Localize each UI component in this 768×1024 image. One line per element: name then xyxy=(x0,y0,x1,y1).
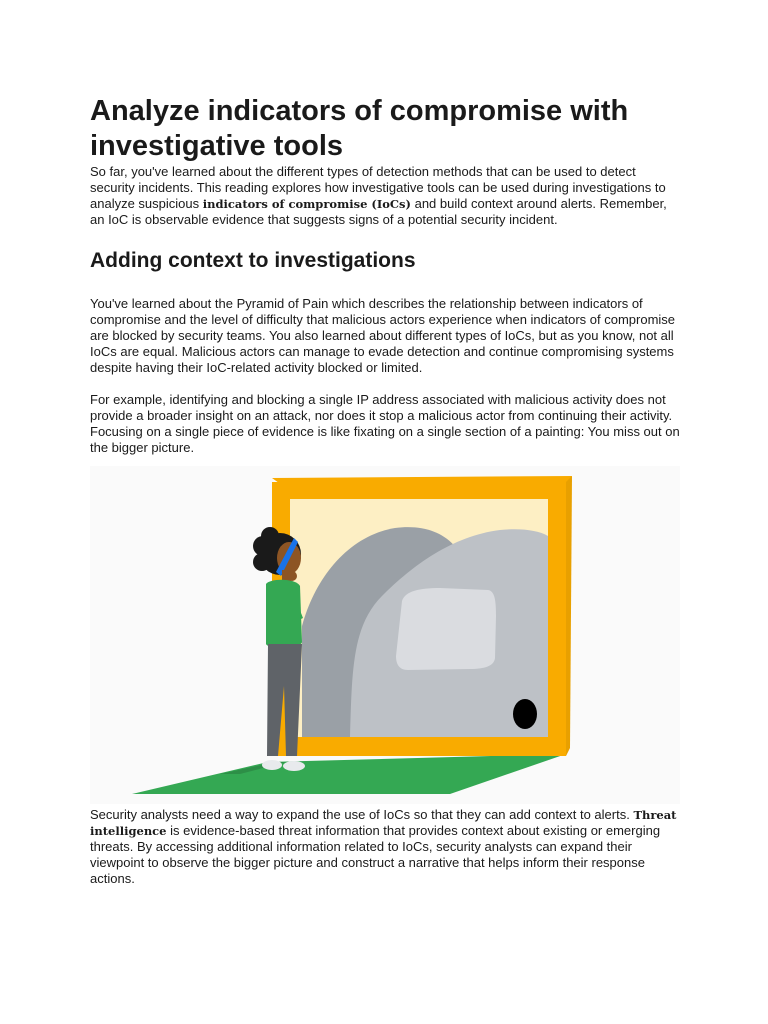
person-hair-curl-2 xyxy=(261,527,279,545)
illustration-svg xyxy=(90,466,682,804)
intro-text-end: and build context around alerts. Remember, an IoC is observable evidence that suggests signs of a potential security incident. xyxy=(90,196,667,227)
painting-illustration xyxy=(90,466,682,804)
pyramid-paragraph: You've learned about the Pyramid of Pain which describes the relationship between indicators of compromise and the level of difficulty that malicious actors experience when indicators of compromise are blocked by security teams. You also learned about different types of IoCs, but as you know, not all IoCs are equal. Malicious actors can manage to evade detection and continue compromising systems despite having their IoC-related activity blocked or limited. xyxy=(90,296,676,375)
intro-paragraph xyxy=(90,164,682,228)
threat-intelligence-term: Threat intelligence xyxy=(90,808,677,838)
threat-text-start: Security analysts need a way to expand the use of IoCs so that they can add context to alerts. xyxy=(90,807,634,822)
page-title: Analyze indicators of compromise with investigative tools xyxy=(90,95,629,162)
section-heading: Adding context to investigations xyxy=(90,249,416,272)
person-shoe-right xyxy=(283,761,305,771)
threat-intelligence-paragraph xyxy=(90,807,682,887)
example-paragraph: For example, identifying and blocking a single IP address associated with malicious activity does not provide a broader insight on an attack, nor does it stop a malicious actor from continuing their activity. Focusing on a single piece of evidence is like fixating on a single section of a painting: You miss out on the bigger picture. xyxy=(90,392,680,455)
ioc-term: indicators of compromise (IoCs) xyxy=(202,197,411,211)
intro-text-start: So far, you've learned about the different types of detection methods that can be used to detect security incidents. This reading explores how investigative tools can be used during investigations to analyze suspicious xyxy=(90,164,666,211)
person-hair-curl-3 xyxy=(253,553,271,571)
person-hand xyxy=(287,571,297,581)
threat-text-end: is evidence-based threat information that provides context about existing or emerging threats. By accessing additional information related to IoCs, security analysts can expand their viewpoint to observe the bigger picture and construct a narrative that helps inform their response actions. xyxy=(90,823,661,886)
person-shoe-left xyxy=(262,760,282,770)
document-body xyxy=(90,94,682,456)
rock-highlight xyxy=(396,588,496,670)
rock-hole xyxy=(513,699,537,729)
